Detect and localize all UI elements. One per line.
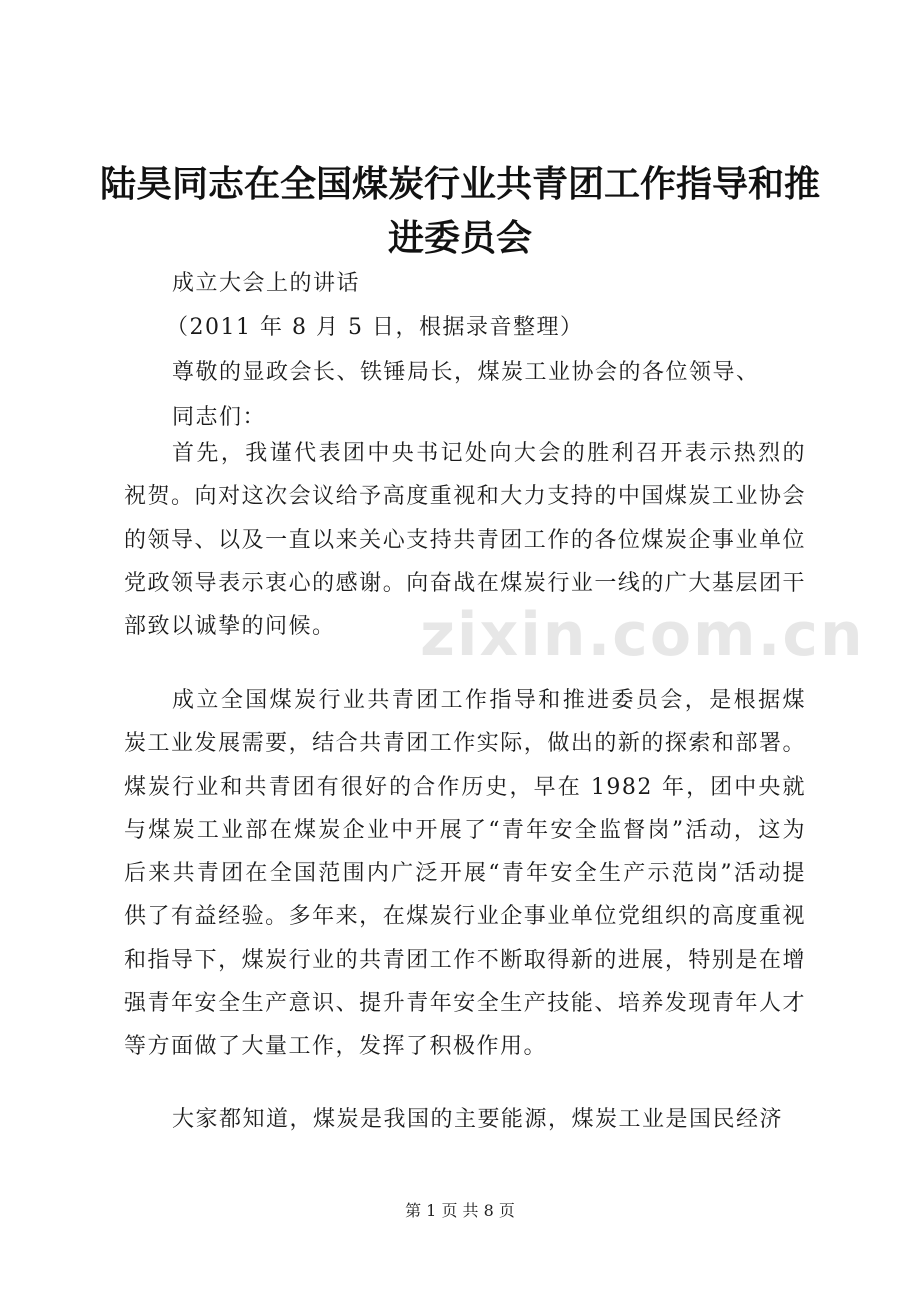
salutation-line-2: 同志们：	[172, 405, 267, 430]
document-title	[100, 158, 820, 266]
watermark: zixin.com.cn	[420, 600, 865, 670]
title-line-1: 陆昊同志在全国煤炭行业共青团工作指导和推	[100, 164, 821, 205]
paragraph-2: 成立全国煤炭行业共青团工作指导和推进委员会，是根据煤炭工业发展需要，结合共青团工作实际，做出的新的探索和部署。煤炭行业和共青团有很好的合作历史，早在 1982 年，团中央就与煤炭工业部在煤炭企业中开展了“青年安全监督岗”活动，这为后来共青团在全国范围内广泛开展“青年安全生产示范岗”活动提供了有益经验。多年来，在煤炭行业企事业单位党组织的高度重视和指导下，煤炭行业的共青团工作不断取得新的进展，特别是在增强青年安全生产意识、提升青年安全生产技能、培养发现青年人才等方面做了大量工作，发挥了积极作用。	[124, 688, 806, 1060]
salutation-line-1: 尊敬的显政会长、铁锤局长，煤炭工业协会的各位领导、	[172, 360, 760, 385]
subtitle: 成立大会上的讲话	[172, 271, 361, 296]
date-note: （2011 年 8 月 5 日，根据录音整理）	[166, 315, 584, 340]
page-footer: 第 1 页 共 8 页	[405, 1201, 515, 1220]
title-line-2: 进委员会	[387, 218, 532, 259]
paragraph-3: 大家都知道，煤炭是我国的主要能源，煤炭工业是国民经济	[172, 1107, 784, 1132]
paragraph-1: 首先，我谨代表团中央书记处向大会的胜利召开表示热烈的祝贺。向对这次会议给予高度重视和大力支持的中国煤炭工业协会的领导、以及一直以来关心支持共青团工作的各位煤炭企事业单位党政领导表示衷心的感谢。向奋战在煤炭行业一线的广大基层团干部致以诚挚的问候。	[124, 441, 806, 640]
